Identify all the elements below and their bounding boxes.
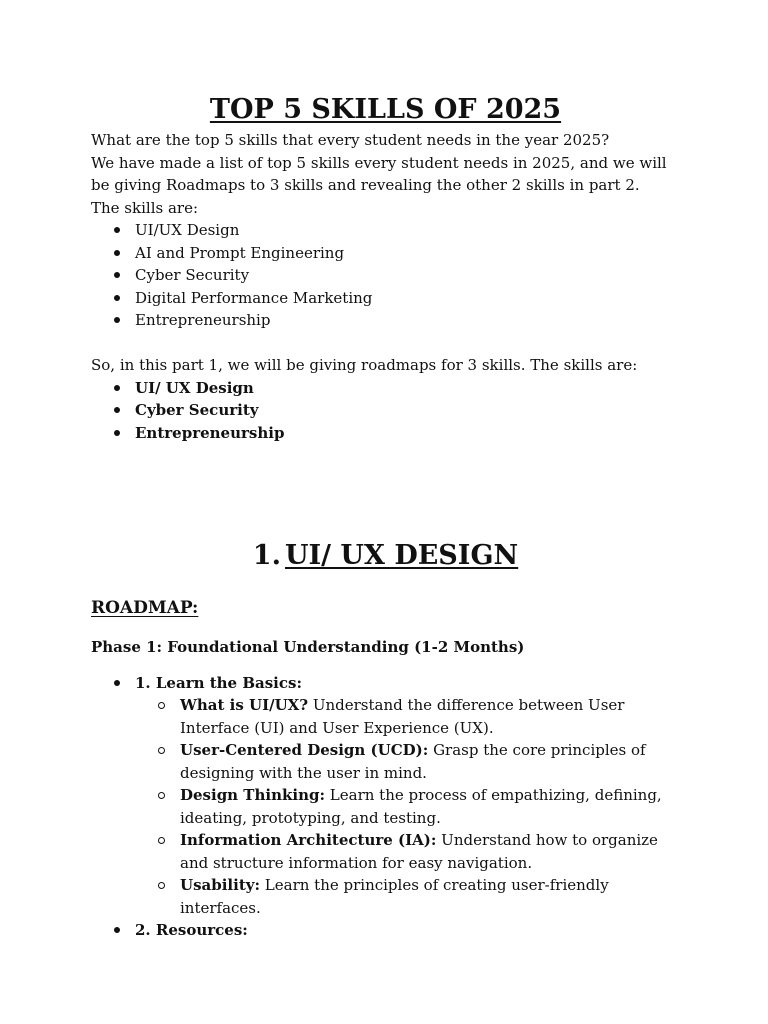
- list-item: UI/UX Design: [135, 219, 680, 242]
- phase-list: [91, 672, 680, 942]
- list-item: Entrepreneurship: [135, 309, 680, 332]
- section-number: 1.: [252, 540, 281, 571]
- list-item: Entrepreneurship: [135, 422, 680, 445]
- roadmap-heading: ROADMAP:: [91, 598, 199, 619]
- spacer: [91, 332, 680, 355]
- intro-line-3: The skills are:: [91, 198, 198, 217]
- list-item: Cyber Security: [135, 264, 680, 287]
- description: Understand the difference between User Interface (UI) and User Experience (UX).: [180, 696, 625, 737]
- list-item: [180, 829, 680, 874]
- phase-heading: Phase 1: Foundational Understanding (1-2 Months): [91, 638, 525, 657]
- term: What is UI/UX?: [180, 696, 309, 715]
- list-item: [180, 694, 680, 739]
- term: User-Centered Design (UCD):: [180, 741, 429, 760]
- intro-line-2: We have made a list of top 5 skills every student needs in 2025, and we will be giving Roadmaps to 3 skills and revealing the other 2 skills in part 2.: [91, 153, 667, 194]
- document-title: TOP 5 SKILLS OF 2025: [209, 94, 562, 125]
- description: Learn the process of empathizing, defining, ideating, prototyping, and testing.: [180, 786, 662, 827]
- list-item: [180, 874, 680, 919]
- term: Information Architecture (IA):: [180, 831, 437, 850]
- item-label: 1. Learn the Basics:: [135, 673, 302, 692]
- list-item: [135, 672, 680, 920]
- description: Learn the principles of creating user-friendly interfaces.: [180, 876, 609, 917]
- basics-list: [135, 694, 680, 919]
- item-label: 2. Resources:: [135, 921, 248, 940]
- term: Usability:: [180, 876, 261, 895]
- description: Grasp the core principles of designing with the user in mind.: [180, 741, 646, 782]
- section-title: UI/ UX DESIGN: [284, 540, 519, 571]
- list-item: [180, 739, 680, 784]
- document-page: [0, 92, 768, 1024]
- term: Design Thinking:: [180, 786, 326, 805]
- list-item: UI/ UX Design: [135, 377, 680, 400]
- list-item: Digital Performance Marketing: [135, 287, 680, 310]
- intro-paragraph: [91, 129, 680, 219]
- part1-intro: So, in this part 1, we will be giving roadmaps for 3 skills. The skills are:: [91, 356, 638, 374]
- description: Understand how to organize and structure information for easy navigation.: [180, 831, 658, 872]
- part1-skills-list: [91, 377, 680, 445]
- list-item: [135, 919, 680, 942]
- section-heading: [91, 538, 680, 574]
- list-item: [180, 784, 680, 829]
- list-item: AI and Prompt Engineering: [135, 242, 680, 265]
- skills-list: [91, 219, 680, 332]
- list-item: Cyber Security: [135, 399, 680, 422]
- intro-line-1: What are the top 5 skills that every student needs in the year 2025?: [91, 131, 610, 149]
